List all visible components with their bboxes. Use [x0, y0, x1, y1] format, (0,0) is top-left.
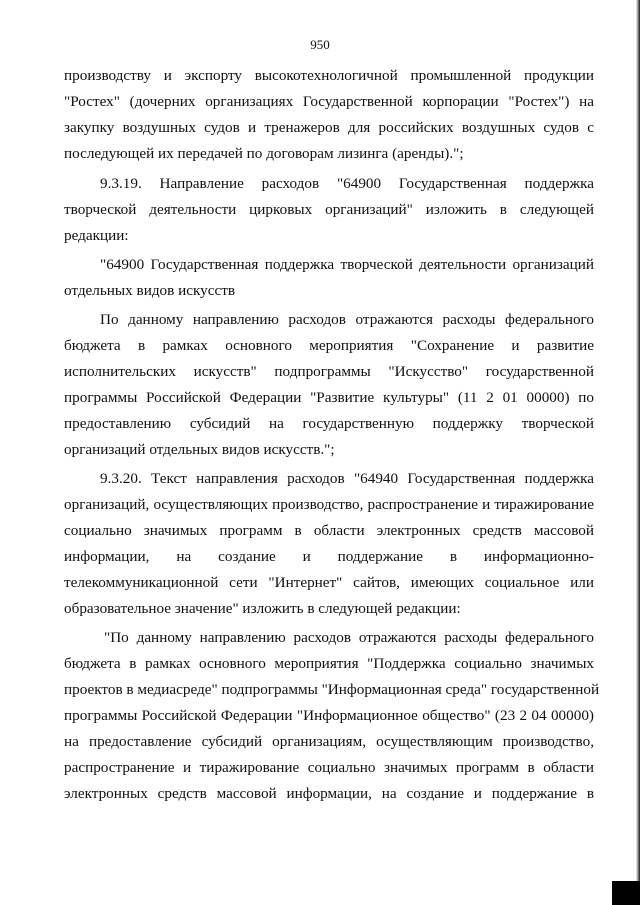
- text-line: бюджета в рамках основного мероприятия "Сохранение и развитие: [64, 337, 594, 354]
- text-line: распространение и тиражирование социально значимых программ в области: [64, 759, 594, 776]
- page-number: 950: [310, 37, 330, 52]
- text-line: предоставлению субсидий на государственную поддержку творческой: [64, 415, 594, 432]
- quoted-heading-64900: "64900 Государственная поддержка творческой деятельности организаций: [100, 256, 594, 273]
- text-line: закупку воздушных судов и тренажеров для российских воздушных судов с: [64, 119, 594, 136]
- text-line: бюджета в рамках основного мероприятия "Поддержка социально значимых: [64, 655, 594, 672]
- paragraph-heading-9-3-20: 9.3.20. Текст направления расходов "64940 Государственная поддержка: [100, 470, 594, 487]
- text-line: программы Российской Федерации "Информационное общество" (23 2 04 00000): [64, 707, 594, 724]
- paragraph-heading-9-3-19: 9.3.19. Направление расходов "64900 Государственная поддержка: [100, 175, 594, 192]
- text-line: творческой деятельности цирковых организаций" изложить в следующей: [64, 201, 594, 218]
- text-line: По данному направлению расходов отражаются расходы федерального: [100, 311, 594, 328]
- text-line: организаций отдельных видов искусств.";: [64, 441, 335, 458]
- text-line: производству и экспорту высокотехнологичной промышленной продукции: [64, 67, 594, 84]
- text-line: телекоммуникационной сети "Интернет" сайтов, имеющих социальное или: [64, 574, 594, 591]
- text-line: организаций, осуществляющих производство, распространение и тиражирование: [64, 496, 594, 513]
- text-line: образовательное значение" изложить в следующей редакции:: [64, 600, 461, 617]
- text-line: на предоставление субсидий организациям, осуществляющим производство,: [64, 733, 594, 750]
- text-line: социально значимых программ в области электронных средств массовой: [64, 522, 594, 539]
- text-line: электронных средств массовой информации, на создание и поддержание в: [64, 785, 594, 802]
- scan-edge-shadow: [636, 0, 640, 905]
- text-line: проектов в медиасреде" подпрограммы "Информационная среда" государственной: [64, 681, 600, 698]
- text-line: "По данному направлению расходов отражаются расходы федерального: [104, 629, 594, 646]
- scan-corner-shadow: [612, 881, 640, 905]
- text-line: исполнительских искусств" подпрограммы "Искусство" государственной: [64, 363, 594, 380]
- text-line: последующей их передачей по договорам лизинга (аренды).";: [64, 145, 464, 162]
- text-line: отдельных видов искусств: [64, 282, 236, 299]
- text-line: информации, на создание и поддержание в информационно-: [64, 548, 594, 565]
- text-line: "Ростех" (дочерних организациях Государственной корпорации "Ростех") на: [64, 93, 594, 110]
- text-line: программы Российской Федерации "Развитие культуры" (11 2 01 00000) по: [64, 389, 594, 406]
- text-line: редакции:: [64, 227, 129, 244]
